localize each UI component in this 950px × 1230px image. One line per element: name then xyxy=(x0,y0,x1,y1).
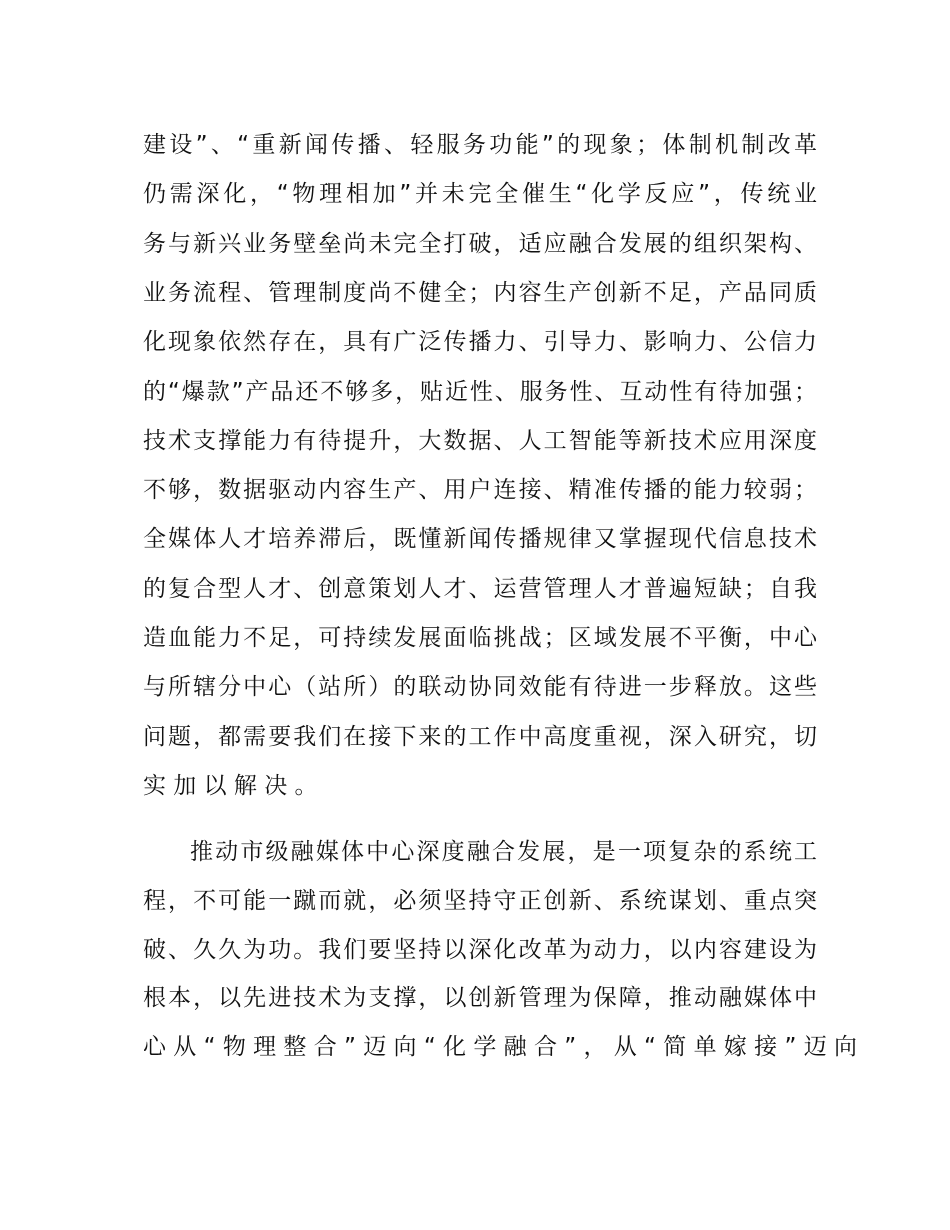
paragraph-1-line: 全媒体人才培养滞后，既懂新闻传播规律又掌握现代信息技术 xyxy=(143,526,817,553)
paragraph-2-line: 程，不可能一蹴而就，必须坚持守正创新、系统谋划、重点突 xyxy=(143,887,817,914)
paragraph-1-line: 技术支撑能力有待提升，大数据、人工智能等新技术应用深度 xyxy=(143,427,817,454)
paragraph-1-line: 问题，都需要我们在接下来的工作中高度重视，深入研究，切 xyxy=(143,723,817,750)
paragraph-2-line: 破、久久为功。我们要坚持以深化改革为动力，以内容建设为 xyxy=(143,936,817,963)
paragraph-1-line: 的复合型人才、创意策划人才、运营管理人才普遍短缺；自我 xyxy=(143,575,817,602)
paragraph-2-line: 心从“物理整合”迈向“化学融合”，从“简单嫁接”迈向 xyxy=(143,1034,865,1061)
paragraph-1-line: 实加以解决。 xyxy=(143,772,325,799)
paragraph-1-line: 造血能力不足，可持续发展面临挑战；区域发展不平衡，中心 xyxy=(143,625,817,651)
paragraph-1-line: 与所辖分中心（站所）的联动协同效能有待进一步释放。这些 xyxy=(143,674,817,701)
paragraph-1-line: 业务流程、管理制度尚不健全；内容生产创新不足，产品同质 xyxy=(143,279,817,306)
paragraph-1-line: 仍需深化，“物理相加”并未完全催生“化学反应”，传统业 xyxy=(143,181,817,208)
paragraph-1-line: 建设”、“重新闻传播、轻服务功能”的现象；体制机制改革 xyxy=(143,132,817,158)
paragraph-2-line: 根本，以先进技术为支撑，以创新管理为保障，推动融媒体中 xyxy=(143,985,817,1012)
paragraph-1-line: 的“爆款”产品还不够多，贴近性、服务性、互动性有待加强； xyxy=(143,378,817,405)
paragraph-1-line: 化现象依然存在，具有广泛传播力、引导力、影响力、公信力 xyxy=(143,329,817,356)
paragraph-2-line: 推动市级融媒体中心深度融合发展，是一项复杂的系统工 xyxy=(190,839,817,865)
paragraph-1-line: 不够，数据驱动内容生产、用户连接、精准传播的能力较弱； xyxy=(143,477,817,504)
paragraph-1-line: 务与新兴业务壁垒尚未完全打破，适应融合发展的组织架构、 xyxy=(143,230,817,257)
